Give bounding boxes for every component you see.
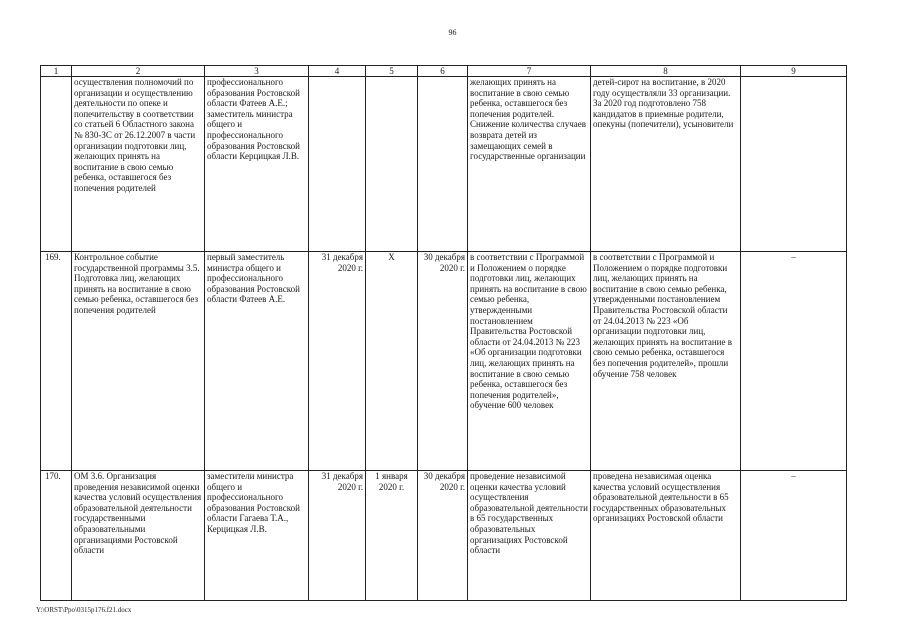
notes: [741, 77, 847, 252]
planned-date: [309, 77, 366, 252]
start-date: [366, 77, 418, 252]
file-path-footer: Y:\ORST\Ppo\0315p176.f21.docx: [36, 606, 132, 614]
table-row: [41, 252, 847, 471]
column-header-3: 3: [205, 66, 309, 77]
expected-result: в соответствии с Программой и Положением о порядке подготовки лиц, желающих принять на воспитание в свою семью ребенка, утвержденными постановлением Правительства Ростовской области от 24.04.2013 № 223 «Об организации подготовки лиц, желающих принять на воспитание в свою семью ребенка, оставшегося без попечения родителей», обучение 600 человек: [468, 252, 591, 471]
responsible-person: профессионального образования Ростовской области Фатеев А.Е.; заместитель министра общего и профессионального образования Ростовской области Керцицкая Л.В.: [205, 77, 309, 252]
notes: –: [741, 471, 847, 601]
responsible-person: заместители министра общего и профессионального образования Ростовской области Гагаева Т.А., Керцицкая Л.В.: [205, 471, 309, 601]
report-table: [40, 65, 847, 601]
row-number: 170.: [41, 471, 72, 601]
column-header-4: 4: [309, 66, 366, 77]
notes: –: [741, 252, 847, 471]
actual-date: 30 декабря 2020 г.: [418, 252, 468, 471]
event-description: ОМ 3.6. Организация проведения независимой оценки качества условий осуществления образовательной деятельности государственными образовательными организациями Ростовской области: [72, 471, 205, 601]
header-row: [41, 66, 847, 77]
event-description: осуществления полномочий по организации и осуществлению деятельности по опеке и попечительству в соответствии со статьей 6 Областного закона № 830-ЗС от 26.12.2007 в части организации подготовки лиц, желающих принять на воспитание в свою семью ребенка, оставшегося без попечения родителей: [72, 77, 205, 252]
column-header-1: 1: [41, 66, 72, 77]
table-row: [41, 471, 847, 601]
column-header-7: 7: [468, 66, 591, 77]
page-number: 96: [448, 28, 457, 37]
planned-date: 31 декабря 2020 г.: [309, 471, 366, 601]
actual-date: [418, 77, 468, 252]
expected-result: желающих принять на воспитание в свою семью ребенка, оставшегося без попечения родителей. Снижение количества случаев возврата детей из замещающих семей в государственные организации: [468, 77, 591, 252]
row-number: [41, 77, 72, 252]
responsible-person: первый заместитель министра общего и профессионального образования Ростовской области Фатеев А.Е.: [205, 252, 309, 471]
actual-date: 30 декабря 2020 г.: [418, 471, 468, 601]
actual-result: в соответствии с Программой и Положением о порядке подготовки лиц, желающих принять на воспитание в свою семью ребенка, утвержденными постановлением Правительства Ростовской области от 24.04.2013 № 223 «Об организации подготовки лиц, желающих принять на воспитание в свою семью ребенка, оставшегося без попечения родителей», прошли обучение 758 человек: [591, 252, 741, 471]
event-description: Контрольное событие государственной программы 3.5. Подготовка лиц, желающих принять на воспитание в свою семью ребенка, оставшегося без попечения родителей: [72, 252, 205, 471]
row-number: 169.: [41, 252, 72, 471]
column-header-5: 5: [366, 66, 418, 77]
actual-result: детей-сирот на воспитание, в 2020 году осуществляли 33 организации. За 2020 год подготовлено 758 кандидатов в приемные родители, опекуны (попечители), усыновители: [591, 77, 741, 252]
expected-result: проведение независимой оценки качества условий осуществления образовательной деятельности в 65 государственных образовательных организациях Ростовской области: [468, 471, 591, 601]
start-date: 1 января 2020 г.: [366, 471, 418, 601]
column-header-6: 6: [418, 66, 468, 77]
planned-date: 31 декабря 2020 г.: [309, 252, 366, 471]
column-header-2: 2: [72, 66, 205, 77]
start-date: Х: [366, 252, 418, 471]
actual-result: проведена независимая оценка качества условий осуществления образовательной деятельности в 65 государственных образовательных организациях Ростовской области: [591, 471, 741, 601]
column-header-9: 9: [741, 66, 847, 77]
table-row: [41, 77, 847, 252]
column-header-8: 8: [591, 66, 741, 77]
